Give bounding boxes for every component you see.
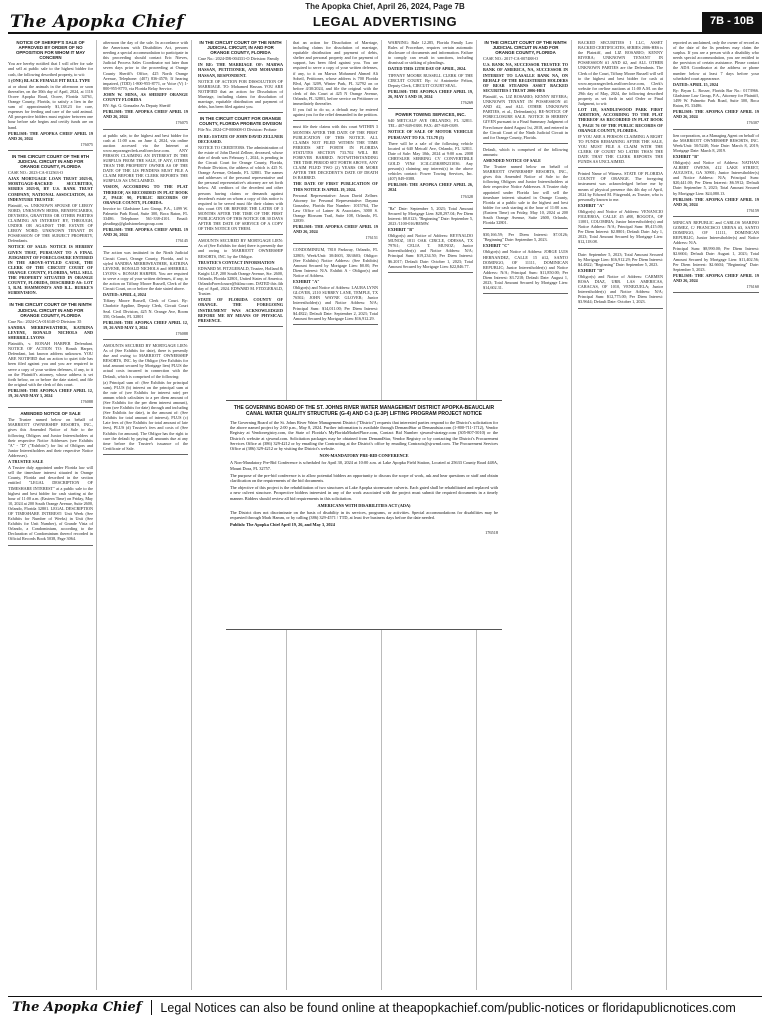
legal-notice — [483, 232, 568, 290]
notice-body: "Ra" Date: September 5, 2023; Total Amount Secured by Mortgage Lien: $28,297.04; Per Diem Interest: $8.0123; "Beginning" Date: September 5, 2023 /1100-016/BEMW. — [388, 205, 473, 226]
legal-notice — [198, 238, 283, 323]
notice-divider — [293, 243, 378, 244]
notice-body: lien corporation, as a Managing Agent on behalf of the MARRIOTT OWNERSHIP RESORTS, INC. Week/Unit: 50/5248; Note Date: March 8, 2019; Mortgage Date: March 8, 2019. — [673, 132, 759, 153]
notice-reference-number: 176151 — [365, 235, 378, 241]
notice-body: Case No.: 2024-CA-016140-O Division: 35 — [8, 318, 82, 324]
notice-publish-line: PUBLISH: THE APOPKA CHIEF APRIL 19 AND 26, 2024 — [673, 109, 759, 120]
notice-caption: A TRUSTEE SALE — [8, 459, 44, 465]
legal-notice — [388, 206, 473, 269]
notice-caption: THE DATE OF FIRST PUBLICATION OF THIS NOTICE IS APRIL 19, 2024. — [293, 181, 378, 192]
legal-notice — [578, 40, 663, 164]
legal-notice — [293, 124, 378, 240]
notice-publish-line: PUBLISH: THE APOPKA CHIEF APRIL 26, 2024 — [388, 182, 473, 193]
notice-body: WARNING: Rule 12.285, Florida Family Law Rules of Procedure, requires certain automatic disclosure of documents and information. Failure to comply can result in sanctions, including dismissal or striking of pleadings. — [388, 40, 473, 66]
notice-publish-line: PUBLISH: THE APOPKA CHIEF APRIL 12, 19, 26 AND MAY 3, 2024 — [8, 387, 93, 398]
notice-divider — [103, 246, 188, 247]
wide-notice-title: THE GOVERNING BOARD OF THE ST. JOHNS RIVER WATER MANAGEMENT DISTRICT APOPKA-BEAUCLAIR CANAL WATER QUALITY STRUCTURE (G-4) AND C-3 (E-3P) LIFTING PROGRAM PROJECT NOTICE — [233, 405, 495, 417]
notice-publish-line: PUBLISH: THE APOPKA CHIEF APRIL 19 AND 26, 2024 — [673, 196, 759, 207]
notice-body: Obligor(s) and Notice of Address: LAURA LYNN GLOVER, 2110 SURREY LANE, TEMPLE, TX 76502; JOHN WAYNE GLOVER; Junior Interestholder(s) and Notice Address: N/A; Principal Sum: $14,011.00; Per Diem Interest: $4.4822; Default Date: September 2, 2023; Total Amount Secured by Mortgage Lien: $16,912.29. — [293, 285, 378, 321]
notice-divider — [388, 272, 473, 273]
notice-body: You are hereby notified that I will offer for sale and sell at public sale to the highest bidder for cash, the following described property, to wit: — [8, 61, 93, 77]
notice-body: By: Bryan L. Rosser, Florida Bar No.: 0173966. Gladstone Law Group, P.A., Attorney for Plaintiff, 1499 W. Palmetto Park Road, Suite 300, Boca Raton, FL 33486. — [673, 87, 759, 109]
notice-body: CASE NO.: 2017-CA-007488-O — [483, 56, 539, 62]
notice-divider — [198, 326, 283, 327]
notice-column — [578, 40, 667, 990]
notice-reference-number: 176145 — [175, 238, 188, 244]
notice-heading: IN THE CIRCUIT COURT OF THE NINTH JUDICIAL CIRCUIT, IN AND FOR ORANGE COUNTY, FLORIDA — [199, 40, 282, 56]
notice-body: Obligor(s) and Notice of Address: VENANCIO FIGUEROA, CALLE 45 #88, BOGOTA, OF 11001, COLOMBIA; Junior Interestholder(s) and Notice Address: N/A; Principal Sum: $9,415.00; Per Diem Interest: $2.8801; Default Date: July 1, 2023; Total Amount Secured by Mortgage Lien: $12,118.08. — [578, 208, 663, 245]
notice-divider — [103, 129, 188, 130]
wide-notice-ref: 176518 — [485, 529, 498, 535]
notice-body: (a) Principal sum of: (See Exhibits for principal sum), PLUS (b) interest on the principal sum at the rate of (see Exhibits for interest rate) per annum which calculates to a per diem amount of (See Exhibits for the per diem interest amount), from (see Exhibits for date) through and including (See Exhibits for date), in the amount of: (See Exhibits for total amount of interest), PLUS (c) Late fees of (See Exhibits for total amount of late fees), PLUS (d) Trustee's fees and costs of (See Exhibits for amount). The Obligor has the right to cure the default by paying all amounts due at any time before the Trustee's issuance of the Certificate of Sale. — [103, 379, 188, 451]
notice-body: BACKED SECURITIES I LLC, ASSET BACKED CERTIFICATES, SERIES 2006-HE6 is the Plaintiff, and LIZ ROSARIO; KENNY RIVERA; UNKNOWN TENANT IN POSSESSION #1 AND #2, and ALL OTHER UNKNOWN PARTIES are the Defendants. The Clerk of the Court, Tiffany Moore Russell will sell to the highest and best bidder for cash at www.myorangeclerk.realforeclose.com, Clerk's website for on-line auctions at 11:00 A.M. on the 29th day of May, 2024, the following described property as set forth in said Order or Final Judgment, to wit: — [578, 40, 664, 107]
notice-publish-line: PUBLISH: THE APOPKA CHIEF APRIL 19 AND 26, 2024 — [293, 224, 378, 235]
notice-body: Printed Name of Witness. STATE OF FLORIDA COUNTY OF ORANGE. The foregoing instrument was acknowledged before me by means of physical presence this 4th day of April, 2024 by Edward M. Fitzgerald, as Trustee, who is personally known to me. — [578, 171, 663, 202]
notice-caption: AMENDED NOTICE OF SALE — [483, 157, 541, 163]
notice-caption: DATED: APRIL 15, 2024 — [673, 81, 719, 87]
masthead — [8, 12, 762, 34]
notice-reference-number: 176328 — [460, 193, 473, 199]
notice-caption: JOHN W. MINA, AS SHERIFF ORANGE COUNTY FLORIDA — [103, 91, 188, 103]
notice-body: AMOUNTS SECURED BY MORTGAGE LIEN: As of (See Exhibits for date) there is presently due and owing to MARRIOTT OWNERSHIP RESORTS, INC. by the Obligor. — [198, 238, 283, 259]
legal-notice — [8, 154, 93, 296]
notice-caption: U.S. BANK NA, SUCCESSOR TRUSTEE TO BANK OF AMERICA, NA, SUCCESSOR IN INTEREST TO LASALLE BANK NA, ON BEHALF OF THE REGISTERED HOLDERS OF BEAR STEARNS ASSET BACKED SECURITIES I TRUST 2006-HE6 — [483, 62, 568, 93]
notice-caption: EXHIBIT "D" — [578, 267, 605, 273]
notice-heading: IN THE CIRCUIT COURT OF THE NINTH JUDICIAL CIRCUIT IN AND FOR ORANGE COUNTY, FLORIDA — [9, 302, 92, 318]
wide-notice-body: The Governing Board of the St. Johns River Water Management District ("District") requests that interested parties respond to the District's solicitation for the above named project by 2:00 p.m., May 8, 2024. Further information is available through DemandStar at Demandstar.com (1-800-711-1712), Vendor Registry at Vendorregistry.com, the State of Florida's MyFloridaMarketPlace.com, Contact Bid Number sjrwmd-strategy.com (305-807-5010) or the District's website at sjrwmd.com. Solicitation packages may be obtained from DemandStar, Vendor Registry or by contacting the District's Procurement Services Office at (386) 329-4212 or by emailing the Contracting at the District's office by emailing Contracts@sjrwmd.com. The Procurement Services Office at (386) 329-4212 or by visiting the District's website. — [230, 420, 498, 452]
notice-caption: TRUSTEE'S CONTACT INFORMATION — [198, 259, 275, 265]
notice-heading: AMENDED NOTICE OF SALE — [20, 411, 81, 417]
notice-body: CASE NO.: 2023-CA-012563-O — [8, 170, 64, 176]
notice-reference-number: 176088 — [175, 330, 188, 336]
wide-notice-subtitle: NON-MANDATORY PRE-BID CONFERENCE — [319, 453, 409, 459]
footer-brand: The Apopka Chief — [8, 1000, 152, 1015]
notice-body: IF YOU ARE A PERSON CLAIMING A RIGHT TO FUNDS REMAINING AFTER THE SALE, YOU MUST FILE A CLAIM WITH THE CLERK OF COURT NO LATER THAN THE DATE THAT THE CLERK REPORTS THE FUNDS AS UNCLAIMED. — [578, 133, 663, 165]
legal-notice — [388, 112, 473, 199]
notice-body: 640 METCALF AVE ORLANDO, FL 32811. TEL: 407-849-0388. FAX: 407-849-0389. — [388, 118, 473, 129]
notice-caption: EXHIBIT "B" — [673, 153, 700, 159]
notice-publish-line: PUBLISH: THE APOPKA CHIEF APRIL 19 AND 26, 2024 — [673, 272, 759, 283]
notice-caption: EXHIBIT "A" — [578, 202, 605, 208]
notice-body: Plaintiff, vs. UNKNOWN SPOUSE OF LEROY NORD; UNKNOWN HEIRS, BENEFICIARIES, DEVISEES, GRANTEES OR OTHER PARTIES CLAIMING AN INTEREST BY, THROUGH, UNDER OR AGAINST THE ESTATE OF LEROY NORD; UNKNOWN TENANT IN POSSESSION OF THE SUBJECT PROPERTY, Defendants. — [8, 202, 93, 244]
legal-notice — [103, 343, 188, 451]
legal-notice — [673, 40, 759, 126]
notice-body: reported as unclaimed, only the owner of record as of the date of the lis pendens may claim the surplus. If you are a person with a disability who needs special accommodation, you are entitled to the provision of certain assistance. Please contact the ADA Coordinator at the address or phone number below at least 7 days before your scheduled court appearance. — [673, 40, 759, 81]
legal-notice — [8, 40, 93, 147]
legal-notice — [483, 40, 568, 140]
notice-body: Principal Sum: $8,990.00; Per Diem Interest: $2.6604; Default Date: August 1, 2023; Total Amount Secured by Mortgage Lien: $11,402.56; Per Diem Interest: $2.6604; "Beginning" Date: September 5, 2023. — [673, 246, 759, 272]
notice-divider — [8, 298, 93, 299]
notice-divider — [293, 120, 378, 121]
notice-reference-number: 176269 — [460, 100, 473, 106]
notice-reference-number: 176307 — [746, 120, 759, 126]
notice-body: There will be a sale of the following vehicle located at 640 Metcalf Ave, Orlando, FL 32811. Date of Sale: May 10th, 2024 at 9:00 a.m. 2008 CHRYSLER SEBRING CV CONVERTIBLE GOLD VIN# 1C3LC45K88N231036. Any person(s) claiming any interest(s) in the above vehicles contact: Power Towing Services, Inc. (407) 849-0388. — [388, 140, 473, 182]
legal-notice — [198, 40, 283, 109]
notice-body: Case No.: 2024-DR-004331-O Division: Family — [198, 56, 280, 62]
notice-body: Default, which is comprised of the following amounts: — [483, 146, 568, 157]
notice-caption: 1 (ONE) BLACK FEMALE PIT BULL TYPE — [8, 77, 91, 83]
notice-body: Tiffany Moore Russell, Clerk of Court. By: Charlotte Appline, Deputy Clerk, Circuit Court Seal. Civil Division, 425 N. Orange Ave, Room 350, Orlando, FL 32801 — [103, 298, 188, 319]
notice-publish-line: PUBLISH: THE APOPKA CHIEF APRIL 19 AND 26, 2024 — [103, 109, 188, 120]
notice-body: Plaintiff, vs. LIZ ROSARIO; KENNY RIVERA; UNKNOWN TENANT IN POSSESSION #1 AND #2, and ALL OTHER UNKNOWN PARTIES, et al., Defendant(s). RE-NOTICE OF FORECLOSURE SALE. NOTICE IS HEREBY GIVEN pursuant to a Final Summary Judgment of Foreclosure dated August 1st, 2018, and entered in the Circuit Court of the Ninth Judicial Circuit in and for Orange County, Florida. — [483, 93, 569, 140]
notice-body: The Trustee named below on behalf of MARRIOTT OWNERSHIP RESORTS, INC., gives this Amended Notice of Sale to the following Obligors and Junior Interestholders at their respective Notice Addresses (see Exhibits "A" - "D" ("Exhibits") for list of Obligors and Junior Interestholders and their respective Notice Addresses). — [8, 417, 93, 458]
notice-body: EDWARD M. FITZGERALD, Trustee, Holland & Knight LLP, 200 South Orange Avenue, Ste. 2600, Orlando, Florida 32801, United States of America. OrlandoForeclosure@hklaw.com. DATED this 4th day of April, 2024. EDWARD M. FITZGERALD, Trustee. — [198, 265, 283, 297]
newspaper-brand: The Apopka Chief — [10, 12, 185, 32]
legal-notice — [103, 133, 188, 244]
notice-caption: EXHIBIT "C" — [483, 243, 510, 249]
notice-body: at or about the animals in the afternoon or soon thereafter, on the 30th day of April, 2024, at 1116 Ocoee Apopka Road, Ocoee, Florida 34761, Orange County, Florida, to satisfy a lien in the sum of approximately $1,138.23 for care, expenses for feeding and care of the said animal. All prospective bidders must register between one hour before sale begins and certify funds are on hand. — [8, 83, 93, 130]
notice-column — [103, 40, 192, 990]
notice-caption: IN RE: ESTATE OF JOHN DAVID ZELLNER DECEASED. — [198, 133, 283, 144]
notice-publish-line: PUBLISH: THE APOPKA CHIEF APRIL 19, 26, MAY 3 AND 10, 2024 — [388, 88, 473, 99]
wide-notice-body: The purpose of the pre-bid conference is to allow potential bidders an opportunity to discuss the scope of work, ask and hear questions or staff and obtain clarification on the requirements of the bid documents. — [230, 472, 498, 484]
notice-caption: DATED THIS 12TH DAY OF APRIL, 2024. — [388, 66, 467, 72]
notice-divider — [673, 292, 759, 293]
notice-divider — [103, 339, 188, 340]
notice-body: afternoon the day of the sale. In accordance with the Americans with Disabilities Act, persons needing a special accommodation to participate in this proceeding should contact Eric Nieves, Judicial Process Sales Coordinator not later than seven days prior to the proceeding at Orange County Sheriff's Office, 425 North Orange Avenue, Telephone: (407) 836-4570; If hearing impaired, (TDD) 1-800-955-8771, or Voice (V) 1-800-955-8770, via Florida Relay Service. — [103, 40, 188, 91]
notice-body: Obligor(s) and Notice of Address: NATHAN ALBERT OWENS, 412 LAKE STREET, AUGUSTA, GA 30901; Junior Interestholder(s) and Notice Address: N/A; Principal Sum: $20,441.00; Per Diem Interest: $6.5912; Default Date: September 5, 2023; Total Amount Secured by Mortgage Lien: $24,080.13. — [673, 159, 759, 196]
page-range-label: 7B - 10B — [702, 12, 762, 32]
notice-divider — [388, 108, 473, 109]
notice-body: Plaintiffs, v. RONAH HARPER Defendant. NOTICE OF ACTION TO: Ronah Harper, Defendant, last known address unknown. YOU ARE NOTIFIED that an action to quiet title has been filed against you and you are required to serve a copy of your written defenses, if any, to it on the Plaintiff's attorney, whose address is set forth below, on or before the date stated, and file the original with the clerk of this court. — [8, 341, 93, 387]
legal-notice — [8, 302, 93, 404]
notice-publish-line: NOTICE OF SALE: NOTICE IS HEREBY GIVEN THAT, PURSUANT TO A FINAL JUDGMENT OF FORECLOSURE ENTERED IN THE ABOVE-STYLED CAUSE, THE CLERK OF THE CIRCUIT COURT OF ORANGE COUNTY, FLORIDA, WILL SELL THE PROPERTY SITUATED IN ORANGE COUNTY, FLORIDA, DESCRIBED AS: LOT 3, R.M. HAMMOND'S AND R.L. BURKE'S SUBDIVISION. — [8, 244, 93, 296]
running-head: The Apopka Chief, April 26, 2024, Page 7B — [305, 2, 465, 11]
notice-body: CONDOMINIUM, 7810 Parkway, Orlando, FL 32803; Week/Unit: 30/4603, 38/4603; Obligor: (See Exhibits) Notice Address: (See Exhibits) Amount Secured by Mortgage Lien: $0.00, Per Diem Interest: N/A. Exhibit A - Obligor(s) and Notice of Address. — [293, 247, 378, 278]
notice-reference-number: 176160 — [746, 284, 759, 290]
notice-divider — [483, 228, 568, 229]
notice-reference-number: 176088 — [80, 399, 93, 405]
notice-body: The action was instituted in the Ninth Judicial Circuit Court, Orange County, Florida, and is styled SANDRA MERRIWEATHER, KATRINA LEVENE, RONALD NICHOLS and SHERRILL LYONS v. RONAH HARPER. You are required to serve a copy of your written defenses, if any, to the action on Tiffany Moore Russell, Clerk of the Circuit Court, on or before the date stated above. — [103, 250, 188, 292]
notice-divider — [8, 407, 93, 408]
notice-body: that an action for Dissolution of Marriage, including claims for dissolution of marriage, equitable distribution and payment of debts, shelter and personal property and for payment of support, has been filed against you. You are required to serve a copy of your written defenses, if any, to it on Marwa Mohamed Ahmed Ali Soheil, Petitioner, whose address is 700 Florida Blvd, Apt 3209, Winter Park, FL 32792 on or before 4/30/2024, and file the original with the clerk of this Court at 425 N Orange Avenue, Orlando, FL 32801, before service on Petitioner or immediately thereafter. — [293, 40, 378, 107]
legal-notice — [578, 171, 663, 244]
footer-banner — [8, 996, 762, 1018]
wide-notice-publish: Publish: The Apopka Chief April 19, 26, and May 3, 2024 — [230, 522, 335, 528]
notice-caption: IN RE: THE MARRIAGE OF: MARWA HASSAN, PETITIONER, AND MOHAMED HASSAN, RESPONDENT. — [198, 62, 283, 78]
notice-body: A Trustee duly appointed under Florida law will sell the timeshare interest situated in Orange County, Florida and described in the section entitled "LEGAL DESCRIPTION OF TIMESHARE INTEREST" at a public sale to the highest and best bidder for cash starting at the hour of 11:00 a.m. (Eastern Time) on Friday, May 10, 2024 at 200 South Orange Avenue, Suite 2600, Orlando, Florida 32801. LEGAL DESCRIPTION OF TIMESHARE INTEREST: Unit Week (See Exhibits for Number of Weeks) in Unit (See Exhibits for Unit Number), of Grande Vista of Orlando, a Condominium, according to the Declaration of Condominium thereof recorded in Official Records Book 5038, Page 3064. — [8, 465, 93, 542]
notice-body: The Trustee named below on behalf of MARRIOTT OWNERSHIP RESORTS, INC., gives this Amended Notice of Sale to the following Obligors and Junior Interestholders at their respective Notice Addresses. A Trustee duly appointed under Florida law will sell the timeshare interest situated in Orange County, Florida at a public sale to the highest and best bidder for cash starting at the hour of 11:00 a.m. (Eastern Time) on Friday, May 10, 2024 at 200 South Orange Avenue, Suite 2600, Orlando, Florida 32801. — [483, 164, 568, 226]
notice-divider — [483, 143, 568, 144]
legal-notice — [673, 220, 759, 289]
wide-notice-body: The objective of this project is the rehabilitation of two structures at Lake Apopka stormwater culverts. Each gated shall be rehabilitated and replaced with a new culvert structure. Prospective bidders interested in any of the work associated with the project must submit the required documents in a timely manner. Bidders should review all bid requirements in this solicitation. — [230, 485, 498, 501]
notice-divider — [673, 216, 759, 217]
notice-reference-number: 176159 — [746, 207, 759, 213]
notice-caption: EXHIBIT "B" — [388, 227, 415, 232]
notice-heading: NOTICE OF SHERIFF'S SALE OF APPROVED BY ORDER OF NO OPPOSITION FOR WHOM IT MAY CONCERN — [15, 40, 86, 61]
notice-divider — [8, 545, 93, 546]
notice-body: must file their claims with this court WITHIN 3 MONTHS AFTER THE DATE OF THE FIRST PUBLICATION OF THIS NOTICE. ALL CLAIMS NOT FILED WITHIN THE TIME PERIODS SET FORTH IN FLORIDA STATUTES SECTION 733.702 WILL BE FOREVER BARRED. NOTWITHSTANDING THE TIME PERIOD SET FORTH ABOVE, ANY CLAIM FILED TWO (2) YEARS OR MORE AFTER THE DECEDENT'S DATE OF DEATH IS BARRED. — [293, 124, 378, 181]
legal-notice — [293, 247, 378, 320]
notice-body: Personal Representative: Jason David Zellner. Attorney for Personal Representative: Dayana Gonzalez, Florida Bar Number: 1015764, The Law Office of Lainer & Associates, 3000 S. Orange Blossom Trail, Suite 108, Orlando, FL 32839. — [293, 192, 378, 224]
legal-notice — [578, 252, 663, 305]
notice-body: Date: September 5, 2023; Total Amount Secured by Mortgage Lien: $16,912.29; Per Diem Interest: $4.4822; "Beginning" Date: September 5, 2023. — [578, 251, 663, 267]
notice-publish-line: STATE OF FLORIDA COUNTY OF ORANGE. THE FOREGOING INSTRUMENT WAS ACKNOWLEDGED BEFORE ME BY MEANS OF PHYSICAL PRESENCE. — [198, 297, 283, 323]
notice-divider — [198, 112, 283, 113]
notice-body: BY: Sgt. G. Gonzalez As Deputy Sheriff — [103, 103, 171, 109]
notice-divider — [293, 324, 378, 325]
notice-caption: LOT 118, SANDLEWOOD PARK FIRST ADDITION, ACCORDING TO THE PLAT THEREOF AS RECORDED IN PLAT BOOK 5, PAGE 76 OF THE PUBLIC RECORDS OF ORANGE COUNTY, FLORIDA. — [578, 107, 663, 133]
notice-body: at public sale, to the highest and best bidder for cash at 11:00 a.m. on June 4, 2024, via online auction accessed via the Internet at www.myorangeclerk.realforeclose.com. ANY PERSON CLAIMING AN INTEREST IN THE SURPLUS FROM THE SALE, IF ANY, OTHER THAN THE PROPERTY OWNER AS OF THE DATE OF THE LIS PENDENS MUST FILE A CLAIM BEFORE THE CLERK REPORTS THE SURPLUS AS UNCLAIMED. — [103, 132, 188, 184]
notice-body: AMOUNTS SECURED BY MORTGAGE LIEN: As of (See Exhibits for date), there is presently due and owing to MARRIOTT OWNERSHIP RESORTS, INC. by the Obligor (See Exhibits for total amount secured by Mortgage lien) PLUS the actual costs incurred in connection with the Default, which is comprised of the following: — [103, 342, 188, 379]
section-title: LEGAL ADVERTISING — [312, 14, 458, 29]
notice-body: Obligor(s) and Notice of Address: REYNALDO MUNOZ, 1811 OAK CIRCLE, ODESSA, TX 79761; CELIA T. MUNOZ; Junior Interestholder(s) and Notice Address: N/A; Principal Sum: $19,234.50; Per Diem Interest: $6.2017; Default Date: October 1, 2023; Total Amount Secured by Mortgage Lien: $22,846.77. — [388, 233, 473, 269]
notice-divider — [198, 234, 283, 235]
notice-body: TIFFANY MOORE RUSSELL CLERK OF THE CIRCUIT COURT. By: /s/ Antoinette Felton, Deputy Clerk, CIRCUIT COURT SEAL. — [388, 72, 473, 88]
notice-divider — [8, 150, 93, 151]
notice-column — [8, 40, 97, 990]
legal-notice — [483, 147, 568, 225]
notice-heading: IN THE CIRCUIT COURT OF THE NINTH JUDICIAL CIRCUIT IN AND FOR ORANGE COUNTY, FLORIDA — [484, 40, 567, 56]
notice-divider — [578, 308, 663, 309]
wide-notice-box — [226, 400, 502, 630]
notice-reference-number: 176075 — [175, 120, 188, 126]
notice-caption: DATED: APRIL 4, 2024 — [103, 292, 146, 298]
notice-column — [673, 40, 762, 990]
notice-body: MINICAN REPUBLIC and CARLOS MARINO GOMEZ, C/ FRANCISCO URENA #3, SANTO DOMINGO, OF 11111, DOMINICAN REPUBLIC; Junior Interestholder(s) and Notice Address: N/A. — [673, 219, 759, 246]
notice-divider — [578, 248, 663, 249]
notice-divider — [483, 293, 568, 294]
notice-body: NOTICE TO CREDITORS. The administration of the estate of John David Zellner, deceased, whose date of death was February 1, 2024, is pending in the Circuit Court for Orange County, Florida, Probate Division, the address of which is 425 N. Orange Avenue, Orlando, FL 32801. The names and addresses of the personal representative and the personal representative's attorney are set forth below. All creditors of the decedent and other persons having claims or demands against decedent's estate on whom a copy of this notice is required to be served must file their claims with this court ON OR BEFORE THE LATER OF 3 MONTHS AFTER THE TIME OF THE FIRST PUBLICATION OF THIS NOTICE OR 30 DAYS AFTER THE DATE OF SERVICE OF A COPY OF THIS NOTICE ON THEM. — [198, 144, 283, 232]
notice-caption: EXHIBIT "A" — [293, 279, 320, 285]
notice-divider — [103, 454, 188, 455]
legal-notice — [388, 40, 473, 105]
notice-divider — [388, 202, 473, 203]
notice-heading: POWER TOWING SERVICES, INC. — [395, 112, 466, 118]
wide-notice-subtitle: AMERICANS WITH DISABILITIES ACT (ADA) — [317, 502, 411, 508]
notice-body: If you fail to do so, a default may be entered against you for the relief demanded in the petition. — [293, 107, 378, 118]
notice-body: Invoice to: Gladstone Law Group, P.A., 1499 W. Palmetto Park Road, Suite 300, Boca Raton, FL 33486. Telephone: 561-338-4101. Email: pleadings@gladstonelawgroup.com — [103, 205, 188, 227]
legal-notice — [293, 40, 378, 117]
notice-publish-line: PUBLISH: THE APOPKA CHIEF APRIL 19 AND 26, 2024 — [8, 130, 93, 141]
legal-notice — [103, 250, 188, 336]
notice-divider — [673, 129, 759, 130]
legal-notice — [103, 40, 188, 126]
wide-notice-body: The District does not discriminate on the basis of disability in its services, programs, or activities. Special accommodations for disabilities may be requested through Mark Hamm, or by calling (386) 329-4571 / TTD, at least five business days before the date needed. — [230, 510, 498, 521]
notice-heading: IN THE CIRCUIT COURT FOR ORANGE COUNTY, FLORIDA PROBATE DIVISION — [199, 116, 282, 127]
notice-body: Obligor(s) and Notice of Address: JORGE LUIS HERNANDEZ, CALLE 15 #12, SANTO DOMINGO, OF 11111, DOMINICAN REPUBLIC; Junior Interestholder(s) and Notice Address: N/A; Principal Sum: $11,850.00; Per Diem Interest: $3.7218; Default Date: August 1, 2023; Total Amount Secured by Mortgage Lien: $14,602.31. — [483, 249, 568, 291]
notice-reference-number: 176075 — [80, 141, 93, 147]
wide-notice-body: A Non-Mandatory Pre-Bid Conference is scheduled for April 30, 2024 at 10:00 a.m. at Lake Apopka Field Station, Located at 25633 County Road 448A, Mount Dora, FL 32757. — [230, 460, 498, 471]
notice-heading: IN THE CIRCUIT COURT OF THE 9TH JUDICIAL CIRCUIT IN AND FOR ORANGE COUNTY, FLORIDA — [11, 153, 90, 170]
notice-caption: NOTICE OF SALE OF MOTOR VEHICLE PURSUANT TO F.S. 713.78 (5) — [388, 129, 473, 140]
notice-caption: AJAX MORTGAGE LOAN TRUST 2023-B, MORTGAGE-BACKED SECURITIES, SERIES 2023-B, BY U.S. BANK TRUST COMPANY, NATIONAL ASSOCIATION, AS INDENTURE TRUSTEE — [8, 176, 93, 202]
notice-divider — [578, 167, 663, 168]
legal-notice — [8, 411, 93, 541]
footer-notice-link-text[interactable]: Legal Notices can also be found online at theapopkachief.com/public-notices or floridapublicnotices.com — [160, 1000, 736, 1015]
notice-body: File No. 2024-CP-000608-O Division: Probate — [198, 127, 277, 133]
notice-body: $30,166.59; Per Diem Interest: $7.0126; "Beginning" Date: September 5, 2023. — [483, 232, 568, 243]
notice-caption: SANDRA MERRIWEATHER, KATRINA LEVENE, RONALD NICHOLS AND SHERRILL LYONS — [8, 324, 93, 340]
notice-body: Obligor(s) and Notice of Address: CARMEN ROSA DIAZ, URB. LAS AMERICAS, CARACAS, OF 1010, VENEZUELA; Junior Interestholder(s) and Notice Address: N/A; Principal Sum: $12,775.00; Per Diem Interest: $3.9644; Default Date: October 1, 2023. — [578, 273, 663, 305]
notice-caption: VISION, ACCORDING TO THE PLAT THEREOF, AS RECORDED IN PLAT BOOK Z, PAGE 90, PUBLIC RECORDS OF ORANGE COUNTY, FLORIDA. — [103, 184, 188, 205]
legal-notice — [198, 116, 283, 231]
notice-publish-line: PUBLISH: THE APOPKA CHIEF APRIL 19 AND 26, 2024 — [103, 227, 188, 238]
legal-notice — [673, 133, 759, 213]
notice-body: NOTICE OF ACTION FOR DISSOLUTION OF MARRIAGE. TO: Mohamed Hassan. YOU ARE NOTIFIED that an action for Dissolution of Marriage, including claims for dissolution of marriage, equitable distribution and payment of debts, has been filed against you. — [198, 78, 283, 110]
notice-publish-line: PUBLISH: THE APOPKA CHIEF APRIL 12, 19, 26 AND MAY 3, 2024 — [103, 319, 188, 330]
